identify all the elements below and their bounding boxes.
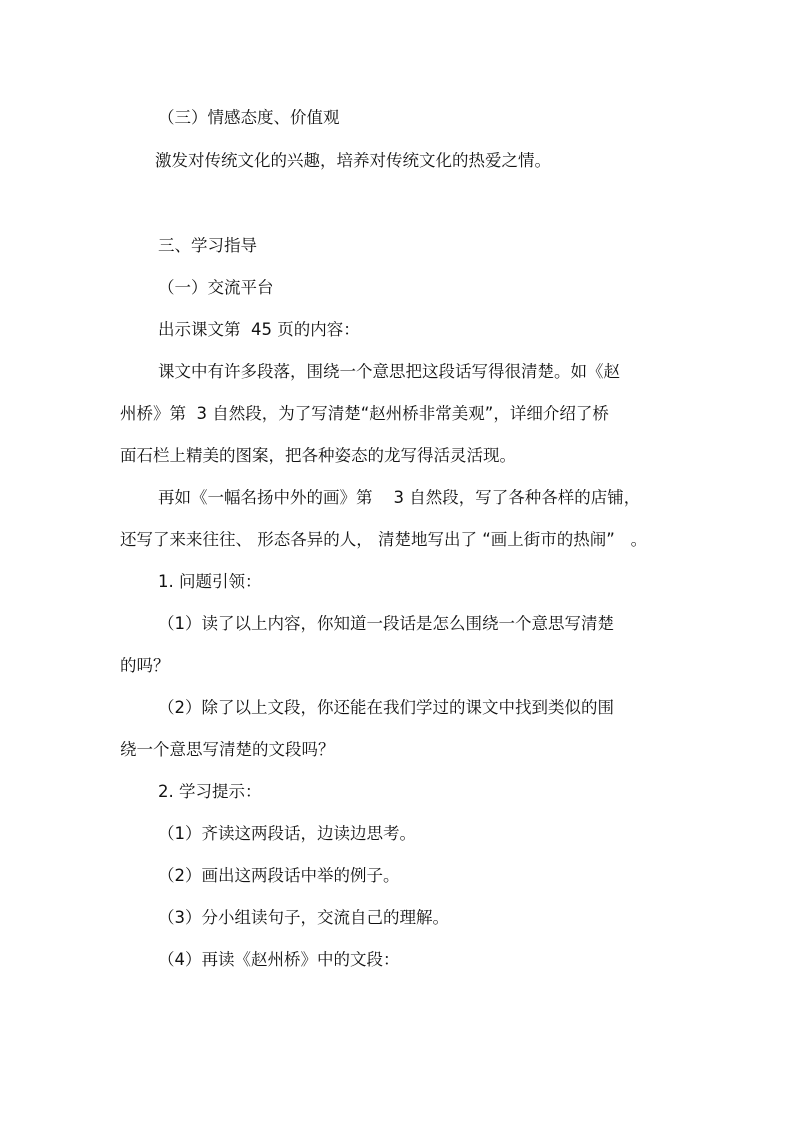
- list-item: （1）读了以上内容，你知道一段话是怎么围绕一个意思写清楚: [158, 614, 614, 633]
- paragraph-line: 还写了来来往往、 形态各异的人， 清楚地写出了 “画上街市的热闹” 。: [120, 530, 648, 549]
- list-item: （3）分小组读句子，交流自己的理解。: [158, 908, 449, 927]
- paragraph-line: 再如《一幅名扬中外的画》第 3 自然段，写了各种各样的店铺，: [158, 488, 641, 507]
- section-heading-emotion-values: （三）情感态度、价值观: [158, 108, 340, 127]
- list-heading-question: 1. 问题引领：: [158, 572, 262, 591]
- list-item: （2）画出这两段话中举的例子。: [158, 866, 400, 885]
- list-item: （2）除了以上文段，你还能在我们学过的课文中找到类似的围: [158, 698, 614, 717]
- paragraph-line: 州桥》第 3 自然段，为了写清楚“赵州桥非常美观”，详细介绍了桥: [120, 404, 609, 423]
- list-item: （1）齐读这两段话，边读边思考。: [158, 824, 416, 843]
- section-heading-study-guide: 三、学习指导: [158, 236, 257, 255]
- list-item-continuation: 的吗？: [120, 656, 170, 675]
- subsection-heading-exchange: （一）交流平台: [158, 278, 274, 297]
- list-heading-tips: 2. 学习提示：: [158, 782, 262, 801]
- paragraph-line: 课文中有许多段落，围绕一个意思把这段话写得很清楚。如《赵: [158, 362, 620, 381]
- paragraph-goal: 激发对传统文化的兴趣，培养对传统文化的热爱之情。: [155, 151, 551, 170]
- list-item: （4）再读《赵州桥》中的文段：: [158, 950, 400, 969]
- paragraph-line: 面石栏上精美的图案，把各种姿态的龙写得活灵活现。: [120, 446, 516, 465]
- paragraph-show-text: 出示课文第 45 页的内容：: [158, 320, 360, 339]
- list-item-continuation: 绕一个意思写清楚的文段吗？: [120, 740, 335, 759]
